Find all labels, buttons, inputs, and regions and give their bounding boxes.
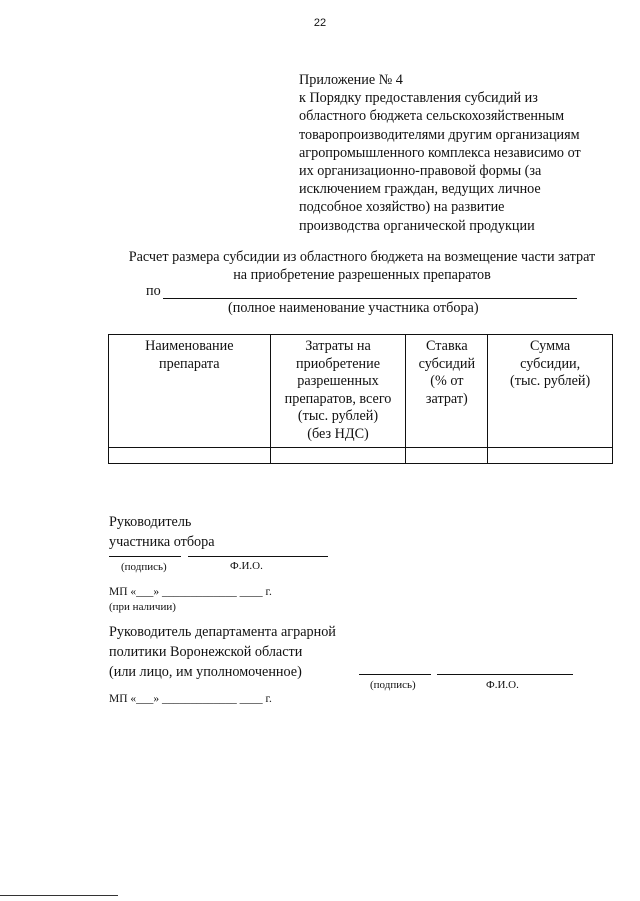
department-signature-line [359,674,431,675]
calculation-title-line: Расчет размера субсидии из областного бюджета на возмещение части затрат [128,249,596,265]
header-drug-name: Наименование препарата [109,335,271,448]
calculation-title [0,248,640,284]
appendix-line: областного бюджета сельскохозяйственным [299,108,565,125]
participant-signature-line [109,556,181,557]
appendix-line: агропромышленного комплекса независимо от [299,144,581,161]
participant-signature-label: (подпись) [121,561,167,573]
appendix-line: исключением граждан, ведущих личное [299,181,541,198]
department-stamp-line: МП «___» _____________ ____ г. [109,693,272,705]
participant-title-line: Руководитель [109,514,192,530]
header-rate: Ставка субсидий (% от затрат) [406,335,488,448]
participant-signature-title [109,512,215,552]
department-signature-label: (подпись) [370,679,416,691]
calculation-title-line: на приобретение разрешенных препаратов [233,267,491,283]
participant-hint: (полное наименование участника отбора) [228,300,479,316]
department-title-line: политики Воронежской области [109,644,303,660]
appendix-line: товаропроизводителями другим организациям [299,126,580,143]
appendix-line: производства органической продукции [299,217,535,234]
footer-divider [0,895,118,896]
participant-name-label: Ф.И.О. [230,560,263,572]
appendix-line: подсобное хозяйство) на развитие [299,199,505,216]
participant-name-sign-line [188,556,328,557]
department-signature-title [109,622,336,682]
calculation-table [108,334,613,464]
participant-name-line [163,298,577,299]
po-label: по [146,283,161,299]
header-costs: Затраты на приобретение разрешенных препаратов, всего (тыс. рублей) (без НДС) [270,335,406,448]
table-header-row [109,335,613,448]
header-subsidy-sum: Сумма субсидии, (тыс. рублей) [488,335,613,448]
table-cell [109,447,271,463]
department-name-sign-line [437,674,573,675]
table-cell [488,447,613,463]
department-title-line: Руководитель департамента аграрной [109,624,336,640]
table-cell [270,447,406,463]
table-cell [406,447,488,463]
page-number: 22 [313,17,327,29]
participant-stamp-note: (при наличии) [109,601,176,613]
department-name-label: Ф.И.О. [486,679,519,691]
department-title-line: (или лицо, им уполномоченное) [109,664,302,680]
appendix-header [299,71,629,235]
appendix-line: к Порядку предоставления субсидий из [299,90,538,107]
appendix-line: их организационно-правовой формы (за [299,163,542,180]
appendix-line: Приложение № 4 [299,72,403,88]
participant-title-line: участника отбора [109,534,215,550]
participant-stamp-line: МП «___» _____________ ____ г. [109,586,272,598]
table-row [109,447,613,463]
